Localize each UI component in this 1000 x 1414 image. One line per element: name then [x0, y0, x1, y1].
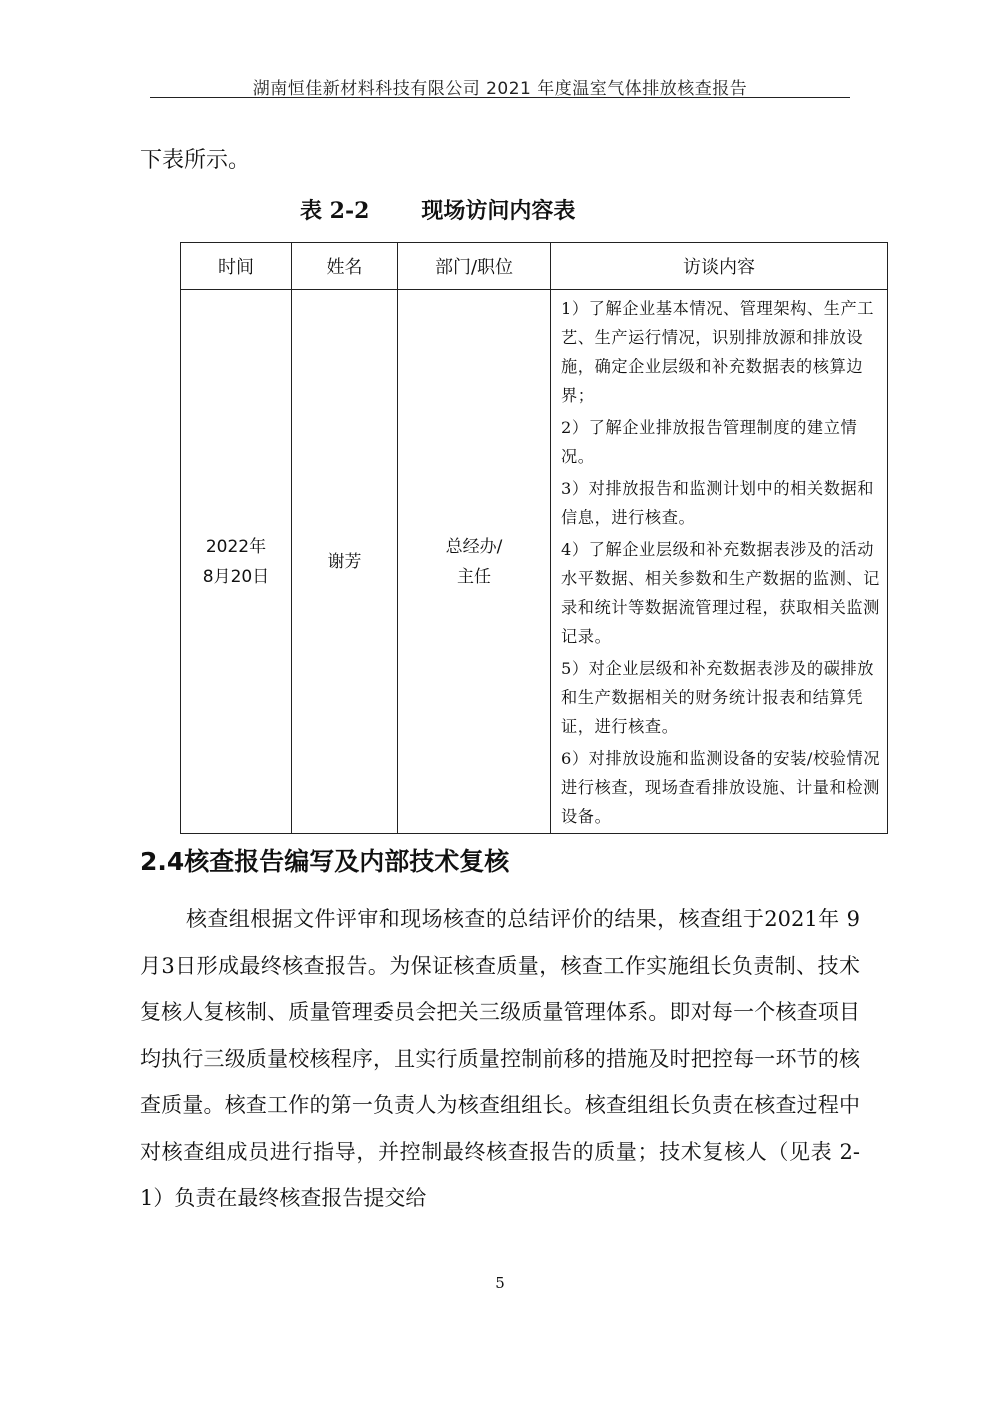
interview-item-2: 2）了解企业排放报告管理制度的建立情况。 [561, 418, 858, 466]
dept-line-2: 主任 [457, 566, 491, 587]
header-content: 访谈内容 [551, 243, 888, 290]
cell-dept [398, 290, 551, 834]
intro-text: 下表所示。 [140, 148, 251, 173]
person-name: 谢芳 [327, 551, 362, 572]
interview-item-5: 5）对企业层级和补充数据表涉及的碳排放和生产数据相关的财务统计报表和结算凭证，进行核查。 [561, 659, 875, 736]
interview-item-4: 4）了解企业层级和补充数据表涉及的活动水平数据、相关参数和生产数据的监测、记录和统计等数据流管理过程，获取相关监测记录。 [561, 540, 880, 646]
cell-content [551, 290, 888, 834]
header-name: 姓名 [292, 243, 398, 290]
time-line-1: 2022年 [205, 536, 267, 557]
running-header: 湖南恒佳新材料科技有限公司 2021 年度温室气体排放核查报告 [252, 79, 748, 99]
dept-line-1: 总经办/ [445, 536, 503, 557]
section-paragraph: 核查组根据文件评审和现场核查的总结评价的结果，核查组于2021年 9 月3日形成最终核查报告。为保证核查质量，核查工作实施组长负责制、技术复核人复核制、质量管理委员会把关三级质量管理体系。即对每一个核查项目均执行三级质量校核程序，且实行质量控制前移的措施及时把控每一环节的核查质量。核查工作的第一负责人为核查组组长。核查组组长负责在核查过程中对核查组成员进行指导，并控制最终核查报告的质量；技术复核人（见表 2-1）负责在最终核查报告提交给 [140, 907, 860, 1210]
table-caption-title: 现场访问内容表 [421, 198, 576, 224]
header-rule [150, 97, 850, 98]
header-time: 时间 [181, 243, 292, 290]
table-row [181, 290, 888, 834]
visit-table [180, 242, 888, 834]
table-caption-number: 表 2-2 [300, 198, 370, 224]
interview-item-1: 1）了解企业基本情况、管理架构、生产工艺、生产运行情况，识别排放源和排放设施，确定企业层级和补充数据表的核算边界； [561, 299, 875, 405]
page-number: 5 [495, 1274, 505, 1292]
time-line-2: 8月20日 [202, 566, 270, 587]
cell-time [181, 290, 292, 834]
interview-item-6: 6）对排放设施和监测设备的安装/校验情况进行核查，现场查看排放设施、计量和检测设备。 [561, 749, 881, 826]
interview-item-3: 3）对排放报告和监测计划中的相关数据和信息，进行核查。 [561, 479, 875, 527]
cell-name [292, 290, 398, 834]
header-dept: 部门/职位 [398, 243, 551, 290]
table-caption [300, 194, 575, 225]
section-heading: 2.4核查报告编写及内部技术复核 [140, 847, 510, 876]
table-header-row [181, 243, 888, 290]
